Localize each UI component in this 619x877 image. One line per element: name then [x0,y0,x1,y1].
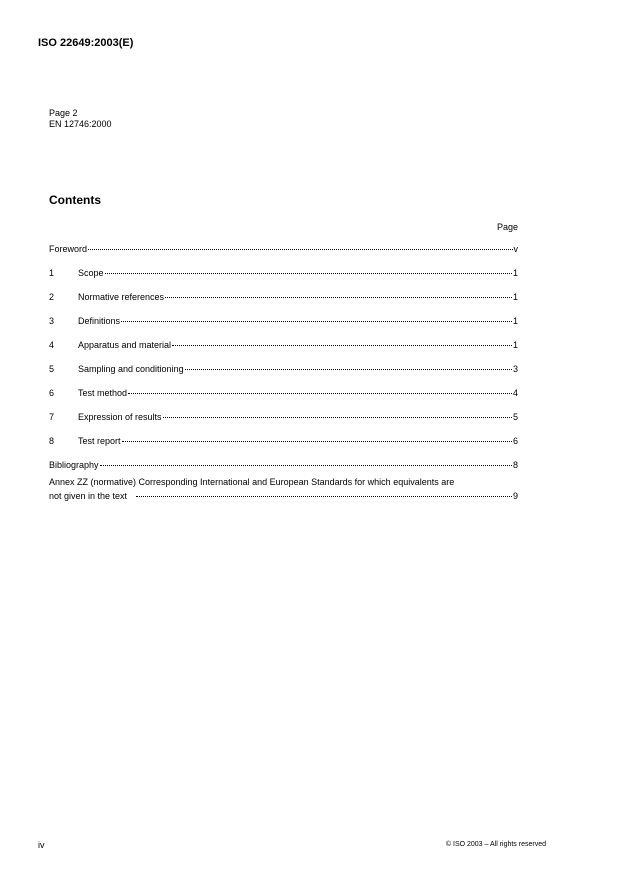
footer-copyright: © ISO 2003 – All rights reserved [445,841,546,848]
toc-leader-dots [100,465,512,466]
toc-entry-page: 4 [512,388,518,398]
edition-page-line: Page 2 [49,108,78,118]
toc-entry-page: 1 [512,316,518,326]
toc-entry-title: Test method [78,388,128,398]
toc-entry-definitions[interactable] [49,316,518,340]
toc-entry-number: 5 [49,364,55,374]
toc-entry-number: 3 [49,316,55,326]
toc-leader-dots [185,369,512,370]
table-of-contents [49,244,518,484]
toc-entry-scope[interactable] [49,268,518,292]
toc-entry-test-method[interactable] [49,388,518,412]
toc-entry-title: Test report [78,436,121,446]
toc-entry-title: Normative references [78,292,165,302]
contents-heading: Contents [49,193,101,207]
toc-entry-normative-references[interactable] [49,292,518,316]
toc-leader-dots [165,297,512,298]
toc-entry-title: Foreword [49,244,88,254]
toc-entry-page: 5 [512,412,518,422]
toc-entry-number: 8 [49,436,55,446]
toc-leader-dots [121,321,512,322]
document-id: ISO 22649:2003(E) [38,37,134,49]
toc-entry-page: 8 [512,460,518,470]
annex-title-line2: not given in the text [49,491,128,501]
annex-title-line1: Annex ZZ (normative) Corresponding International and European Standards for which equivalents are [49,477,455,487]
edition-info [49,108,112,130]
annex-page: 9 [512,491,518,501]
toc-entry-title: Bibliography [49,460,99,470]
annex-title-line2-row [49,489,518,503]
toc-leader-dots [163,417,512,418]
toc-entry-title: Expression of results [78,412,162,422]
toc-entry-page: 1 [512,340,518,350]
toc-entry-page: 1 [512,268,518,278]
toc-entry-apparatus[interactable] [49,340,518,364]
toc-entry-foreword[interactable] [49,244,518,268]
footer-page-number: iv [38,840,45,850]
toc-entry-number: 2 [49,292,55,302]
toc-entry-title: Scope [78,268,104,278]
toc-entry-expression-of-results[interactable] [49,412,518,436]
toc-entry-number: 7 [49,412,55,422]
toc-entry-number: 1 [49,268,55,278]
toc-entry-title: Definitions [78,316,121,326]
toc-entry-page: v [513,244,518,254]
toc-entry-number: 4 [49,340,55,350]
edition-standard-line: EN 12746:2000 [49,119,112,129]
toc-entry-title: Apparatus and material [78,340,172,350]
toc-leader-dots [172,345,512,346]
toc-entry-annex-zz[interactable] [49,475,518,503]
toc-leader-dots [105,273,512,274]
toc-leader-dots [88,249,512,250]
toc-leader-dots [122,441,512,442]
toc-entry-title: Sampling and conditioning [78,364,184,374]
toc-entry-page: 6 [512,436,518,446]
toc-leader-dots [128,393,512,394]
toc-entry-number: 6 [49,388,55,398]
toc-entry-page: 3 [512,364,518,374]
page-column-label: Page [496,222,518,232]
toc-entry-page: 1 [512,292,518,302]
toc-entry-test-report[interactable] [49,436,518,460]
toc-leader-dots [136,496,512,497]
toc-entry-sampling[interactable] [49,364,518,388]
